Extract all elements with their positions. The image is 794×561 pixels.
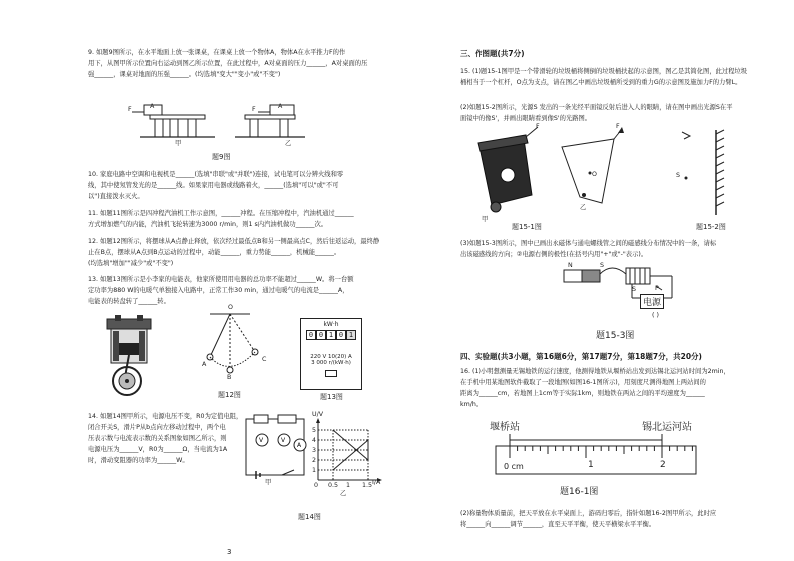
q16-ruler-2: 2: [660, 460, 666, 470]
q13-meter-digits: [301, 330, 361, 340]
q15-label-jia: 甲: [482, 216, 489, 223]
q9-line3: 强______，课桌对地面的压强______。(均选填"变大""变小"或"不变"): [88, 71, 281, 78]
q16-station2: 锡北运河站: [642, 422, 692, 433]
right-column: [400, 0, 794, 561]
q12-label-a: A: [202, 361, 207, 368]
q14-line5: 时，滑动变阻器的功率为______W。: [88, 457, 189, 464]
q15-label-s-switch: S: [632, 286, 636, 293]
q16-line3: 距离为______cm，若地图上1cm等于实际1km，则地铁在两站之间的平均速度为______: [460, 390, 705, 397]
q15-label-s2: S: [600, 262, 604, 269]
q14-circuit-figure: [242, 415, 307, 485]
q15-label-p: P: [655, 285, 659, 292]
q12-label-o: O: [228, 304, 233, 311]
q14-axis-i: I/A: [372, 479, 381, 486]
q14-label-yi: 乙: [340, 490, 347, 497]
q9-table-top-yi: [245, 115, 295, 119]
q9-table-top-jia: [150, 115, 205, 119]
q14-tick-y: 3: [312, 447, 317, 454]
q13-meter-unit: kW·h: [323, 321, 339, 328]
q15-power-label: 电源: [640, 294, 664, 309]
q9-line1: 9. 如题9图所示，在水平地面上放一张课桌，在课桌上放一个物体A，物体A在水平推力F的作: [88, 49, 346, 56]
q14-tick-x: 1.5: [362, 482, 373, 489]
q9-label-f1: F: [128, 106, 132, 113]
section-3-heading: 三、作图题(共7分): [460, 49, 525, 58]
q13-meter-digit: 0: [336, 330, 346, 340]
q15-label-o: O: [592, 171, 597, 178]
svg-text:V: V: [259, 437, 264, 444]
q16-line2: 在手机中用某地图软件截取了一段地图(如图16-1图所示)，用刻度尺测得地图上两站间的: [460, 379, 706, 386]
q14-line1: 14. 如题14图甲所示，电源电压不变，R0为定值电阻，: [88, 413, 243, 420]
q15-line1: 15. (1)题15-1图甲是一个带滑轮的垃圾桶将侧倒的垃圾桶扶起的示意图，图乙是其简化图，此过程垃圾: [460, 68, 748, 75]
q13-line3: 电能表的转盘转了______转。: [88, 298, 170, 305]
q15-label-f-jia: F: [536, 123, 540, 130]
q11-engine-figure: [95, 315, 165, 400]
q15-line2: 桶相当于一个杠杆，O点为支点，请在图乙中画出垃圾桶所受到的重力G的示意图及施加力F的力臂L。: [460, 79, 742, 86]
q12-line2: 止在B点，摆球从A点到B点运动的过程中，动能______，重力势能______，机械能______。: [88, 249, 341, 256]
q12-line1: 12. 如题12图所示，将摆球从A点静止释放，依次经过最低点B和另一侧最高点C，然后往返运动，最终静: [88, 238, 380, 245]
q14-tick-x: 0.5: [328, 482, 339, 489]
q16-ruler-0: 0 cm: [504, 462, 524, 471]
q16-caption: 题16-1图: [560, 487, 599, 497]
svg-text:A: A: [297, 442, 302, 449]
q9-label-yi: 乙: [285, 140, 292, 147]
q15-trashcan-figure: [472, 135, 542, 215]
q12-line3: (均选填"增加""减少"或"不变"): [88, 260, 174, 267]
q15-line6: 出该磁感线的方向；②电源右侧的极性(在括号内用"+"或"-"表示)。: [460, 251, 648, 258]
q13-meter-digit: 0: [306, 330, 316, 340]
q15-label-s: S: [676, 172, 680, 179]
q9-caption: 题9图: [212, 153, 231, 161]
q14-caption: 题14图: [298, 513, 321, 521]
q13-line2: 定功率为880 W的电暖气单独接入电路中，正常工作30 min，通过电暖气的电流是______A，: [88, 287, 349, 294]
q15-line4: 面镜中的像S'，并画出眼睛看到像S'的光路图。: [460, 115, 592, 122]
q12-label-b: B: [227, 374, 232, 381]
q14-line4: 电源电压为______V，R0为______Ω，当电流为1A: [88, 446, 228, 453]
q9-label-a1: A: [150, 103, 155, 110]
q15-power-paren: ( ): [652, 312, 659, 319]
q9-figure: [130, 95, 310, 145]
q10-line2: 线，其中使氖管发光的是______线。如果家用电器或线路着火，______(选填"可以"或"不可: [88, 182, 339, 189]
q15-caption2: 题15-2图: [696, 223, 726, 231]
q16-ruler-1: 1: [588, 460, 594, 470]
q15-line3: (2)如题15-2图所示，光源S 发出的一条光经平面镜反射后进入人的眼睛，请在图中画出光源S在平: [460, 104, 733, 111]
q16-line6: 将______向______调节______，直至天平平衡，使天平横梁水平平衡。: [460, 521, 656, 528]
q15-label-yi: 乙: [580, 204, 587, 211]
q9-label-a2: A: [278, 103, 283, 110]
q11-line2: 方式增加燃气的内能，汽油机飞轮转速为3000 r/min，则1 s内汽油机做功______次。: [88, 221, 328, 228]
q9-line2: 用下，从图甲所示位置向右运动到图乙所示位置，在此过程中，A对桌面的压力______，A对桌面的压: [88, 60, 368, 67]
q14-tick-x: 1: [346, 482, 351, 489]
q15-label-f-yi: F: [616, 123, 620, 130]
q14-graph: [310, 418, 385, 488]
q9-label-f2: F: [252, 106, 256, 113]
q16-line5: (2)称量物体质量前，把天平放在水平桌面上，游码归零后，指针如题16-2图甲所示，此时应: [460, 510, 717, 517]
q15-label-n: N: [568, 262, 573, 269]
q13-caption: 题13图: [320, 393, 343, 401]
q13-meter-digit: 1: [326, 330, 336, 340]
page-number: 3: [227, 548, 232, 556]
q15-caption1: 题15-1图: [512, 223, 542, 231]
q12-label-c: C: [262, 356, 267, 363]
q14-axis-u: U/V: [312, 411, 324, 418]
q15-solenoid-figure: [560, 262, 690, 322]
q12-caption: 题12图: [218, 391, 241, 399]
q13-meter-digit: 0: [316, 330, 326, 340]
q12-pendulum-figure: [200, 312, 270, 382]
svg-text:V: V: [281, 437, 286, 444]
q13-meter-spec2: 3 000 r/(kW·h): [311, 360, 351, 366]
q14-tick-y: 2: [312, 457, 317, 464]
q11-line1: 11. 如题11图所示是四冲程汽油机工作示意图，______冲程。在压缩冲程中，汽油机通过______: [88, 210, 354, 217]
q13-line1: 13. 如题13图所示是小李家的电能表，他家所使用用电器的总功率不能超过______W。将一台额: [88, 276, 354, 283]
q9-label-jia: 甲: [175, 140, 182, 147]
q13-meter-digit: 1: [346, 330, 356, 340]
q16-station1: 堰桥站: [490, 422, 520, 433]
q15-caption3: 题15-3图: [596, 331, 635, 341]
q14-line3: 压表示数与电流表示数的关系图象如图乙所示，则: [88, 435, 227, 442]
q13-meter-spec1: 220 V 10(20) A: [310, 354, 352, 360]
q14-tick-y: 5: [312, 427, 317, 434]
q10-line3: 以")直接泼水灭火。: [88, 193, 144, 200]
q14-tick-y: 1: [312, 467, 317, 474]
q15-line5: (3)如题15-3图所示，图中已画出永磁体与通电螺线管之间的磁感线分布情况中的一条，请标: [460, 240, 717, 247]
q15-mirror-figure: [680, 130, 730, 220]
q14-tick-y: 4: [312, 437, 317, 444]
q10-line1: 10. 家庭电路中空调和电视机是______(选填"串联"或"并联")连接，试电笔可以分辨火线和零: [88, 171, 344, 178]
q16-line1: 16. (1)小明想测量无锡地铁的运行速度，他测得地铁从堰桥站出发到达锡北运河站时间为2min，: [460, 368, 730, 375]
section-4-heading: 四、实验题(共3小题，第16题6分，第17题7分，第18题7分，共20分): [460, 352, 702, 361]
q13-meter-terminal: [325, 370, 337, 377]
q14-tick-x: 0: [314, 482, 319, 489]
q16-line4: km/h。: [460, 401, 483, 408]
q14-line2: 闭合开关S，滑片P从b点向左移动过程中，两个电: [88, 424, 226, 431]
q14-label-jia: 甲: [265, 479, 272, 486]
q13-meter: [300, 318, 362, 390]
